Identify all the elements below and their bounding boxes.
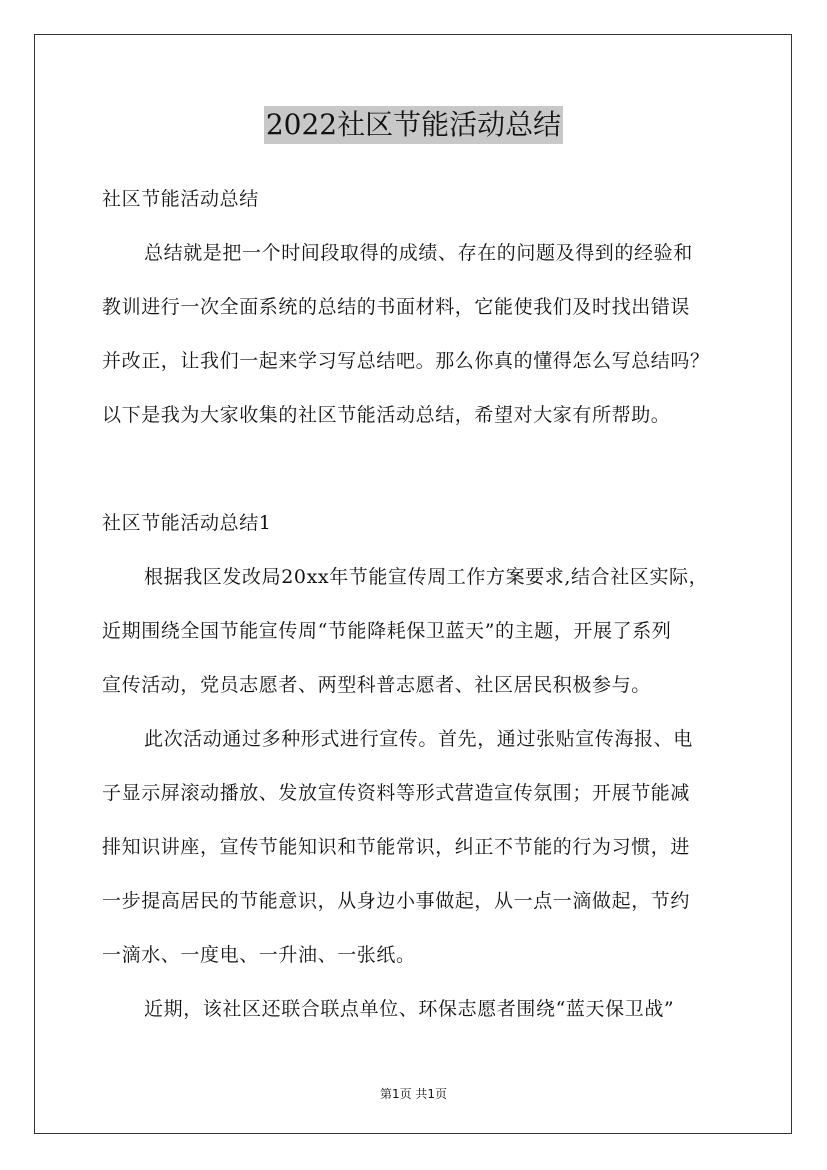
paragraph-line: 一滴水、一度电、一升油、一张纸。: [102, 944, 416, 966]
intro-line: 教训进行一次全面系统的总结的书面材料，它能使我们及时找出错误: [102, 296, 691, 318]
document-title: [0, 104, 827, 144]
section-heading: 社区节能活动总结1: [102, 512, 272, 534]
blank-line: [102, 442, 727, 496]
paragraph-2: [102, 712, 727, 982]
paragraph-line: 近期，该社区还联合联点单位、环保志愿者围绕“蓝天保卫战”: [144, 998, 675, 1020]
document-subtitle: 社区节能活动总结: [102, 188, 259, 210]
document-title-text: 2022社区节能活动总结: [264, 106, 563, 144]
intro-line: 并改正，让我们一起来学习写总结吧。那么你真的懂得怎么写总结吗？: [102, 350, 710, 372]
intro-paragraph: [102, 226, 727, 442]
paragraph-line: 近期围绕全国节能宣传周“节能降耗保卫蓝天”的主题，开展了系列: [102, 620, 672, 642]
page-number: 第1页 共1页: [379, 1087, 448, 1101]
paragraph-1: [102, 550, 727, 712]
paragraph-line: 排知识讲座，宣传节能知识和节能常识，纠正不节能的行为习惯，进: [102, 836, 691, 858]
paragraph-line: 此次活动通过多种形式进行宣传。首先，通过张贴宣传海报、电: [144, 728, 693, 750]
intro-line: 总结就是把一个时间段取得的成绩、存在的问题及得到的经验和: [144, 242, 693, 264]
paragraph-line: 根据我区发改局20xx年节能宣传周工作方案要求,结合社区实际，: [144, 566, 709, 588]
intro-line: 以下是我为大家收集的社区节能活动总结，希望对大家有所帮助。: [102, 404, 671, 426]
paragraph-line: 宣传活动，党员志愿者、两型科普志愿者、社区居民积极参与。: [102, 674, 651, 696]
paragraph-line: 一步提高居民的节能意识，从身边小事做起，从一点一滴做起，节约: [102, 890, 691, 912]
paragraph-line: 子显示屏滚动播放、发放宣传资料等形式营造宣传氛围；开展节能减: [102, 782, 691, 804]
document-body: [102, 172, 727, 1036]
paragraph-3: [102, 982, 727, 1036]
page-footer: [0, 1085, 827, 1102]
